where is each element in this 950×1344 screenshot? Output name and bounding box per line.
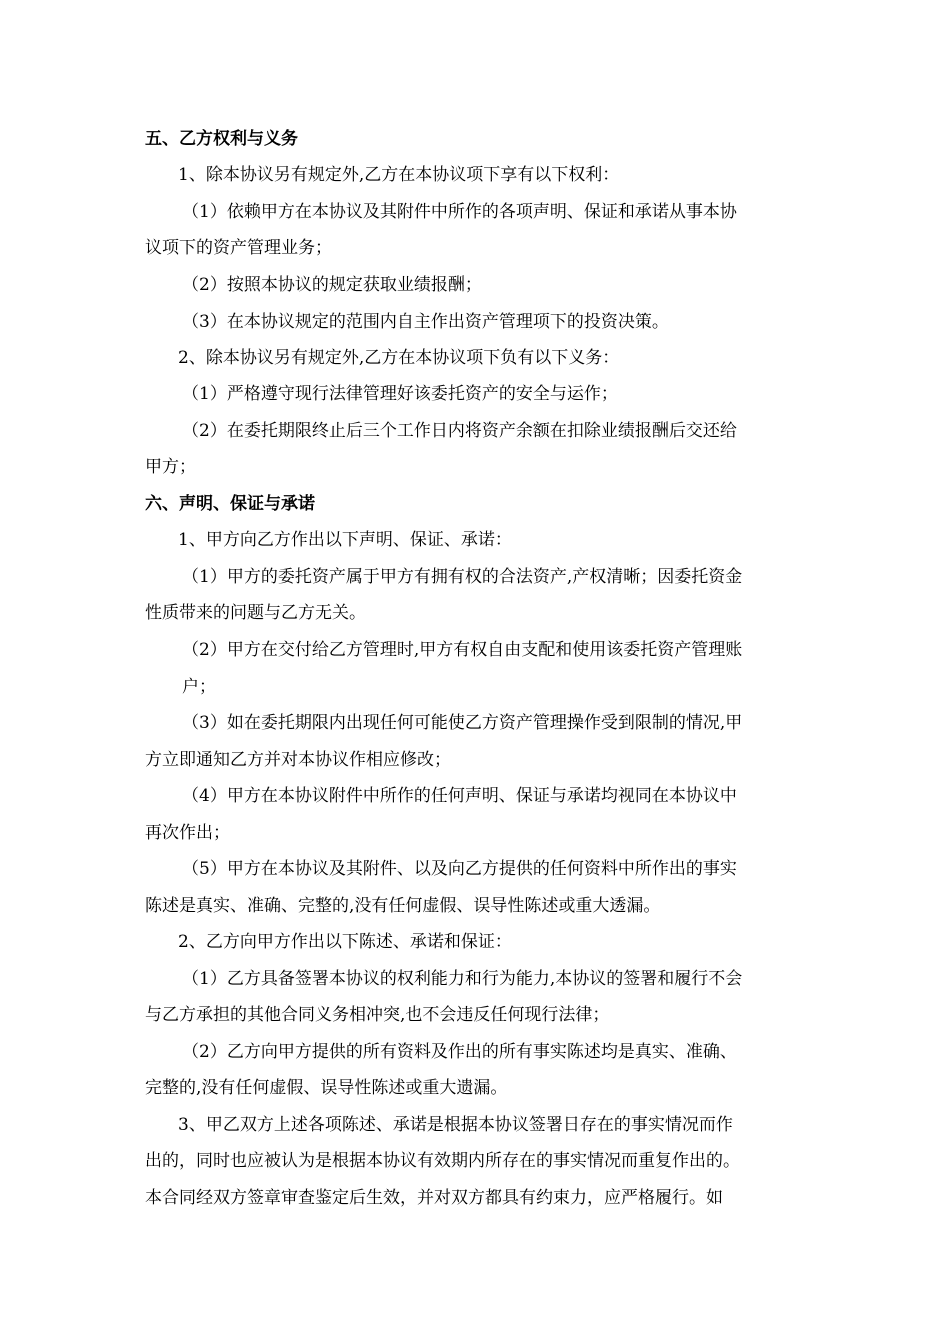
section-5-heading: 五、乙方权利与义务 xyxy=(145,129,298,149)
section-6-item-3-line-3: 本合同经双方签章审查鉴定后生效，并对双方都具有约束力，应严格履行。如 xyxy=(145,1188,723,1208)
section-5-item-1-3: （3）在本协议规定的范围内自主作出资产管理项下的投资决策。 xyxy=(182,312,669,332)
section-6-item-1-2-line-2: 户； xyxy=(182,677,216,697)
section-6-item-1-3-line-2: 方立即通知乙方并对本协议作相应修改； xyxy=(145,750,451,770)
section-6-item-3-line-2: 出的，同时也应被认为是根据本协议有效期内所存在的事实情况而重复作出的。 xyxy=(145,1151,740,1171)
section-5-item-2-1: （1）严格遵守现行法律管理好该委托资产的安全与运作； xyxy=(182,384,618,404)
section-6-item-1-3-line-1: （3）如在委托期限内出现任何可能使乙方资产管理操作受到限制的情况,甲 xyxy=(182,713,743,733)
section-6-item-1-5-line-1: （5）甲方在本协议及其附件、以及向乙方提供的任何资料中所作出的事实 xyxy=(182,859,737,879)
section-5-item-1-intro: 1、除本协议另有规定外,乙方在本协议项下享有以下权利： xyxy=(178,165,620,185)
section-6-item-1-intro: 1、甲方向乙方作出以下声明、保证、承诺： xyxy=(178,530,512,550)
section-6-item-2-2-line-2: 完整的,没有任何虚假、误导性陈述或重大遗漏。 xyxy=(145,1078,508,1098)
section-6-item-2-2-line-1: （2）乙方向甲方提供的所有资料及作出的所有事实陈述均是真实、准确、 xyxy=(182,1042,737,1062)
section-6-item-1-1-line-2: 性质带来的问题与乙方无关。 xyxy=(145,603,366,623)
section-5-item-2-2-line-1: （2）在委托期限终止后三个工作日内将资产余额在扣除业绩报酬后交还给 xyxy=(182,421,737,441)
section-6-item-3-line-1: 3、甲乙双方上述各项陈述、承诺是根据本协议签署日存在的事实情况而作 xyxy=(178,1115,733,1135)
section-6-item-2-1-line-1: （1）乙方具备签署本协议的权利能力和行为能力,本协议的签署和履行不会 xyxy=(182,969,743,989)
section-5-item-1-2: （2）按照本协议的规定获取业绩报酬； xyxy=(182,275,482,295)
section-6-item-1-2-line-1: （2）甲方在交付给乙方管理时,甲方有权自由支配和使用该委托资产管理账 xyxy=(182,640,743,660)
section-6-item-1-5-line-2: 陈述是真实、准确、完整的,没有任何虚假、误导性陈述或重大透漏。 xyxy=(145,896,661,916)
section-5-item-2-intro: 2、除本协议另有规定外,乙方在本协议项下负有以下义务： xyxy=(178,348,620,368)
section-6-item-1-1-line-1: （1）甲方的委托资产属于甲方有拥有权的合法资产,产权清晰；因委托资金 xyxy=(182,567,743,587)
section-6-item-2-intro: 2、乙方向甲方作出以下陈述、承诺和保证： xyxy=(178,932,512,952)
section-5-item-1-1-line-1: （1）依赖甲方在本协议及其附件中所作的各项声明、保证和承诺从事本协 xyxy=(182,202,737,222)
section-6-item-1-4-line-2: 再次作出； xyxy=(145,823,230,843)
section-6-item-2-1-line-2: 与乙方承担的其他合同义务相冲突,也不会违反任何现行法律； xyxy=(145,1005,610,1025)
section-6-item-1-4-line-1: （4）甲方在本协议附件中所作的任何声明、保证与承诺均视同在本协议中 xyxy=(182,786,737,806)
section-5-item-1-1-line-2: 议项下的资产管理业务； xyxy=(145,238,332,258)
section-6-heading: 六、声明、保证与承诺 xyxy=(145,494,315,514)
section-5-item-2-2-line-2: 甲方； xyxy=(145,457,196,477)
